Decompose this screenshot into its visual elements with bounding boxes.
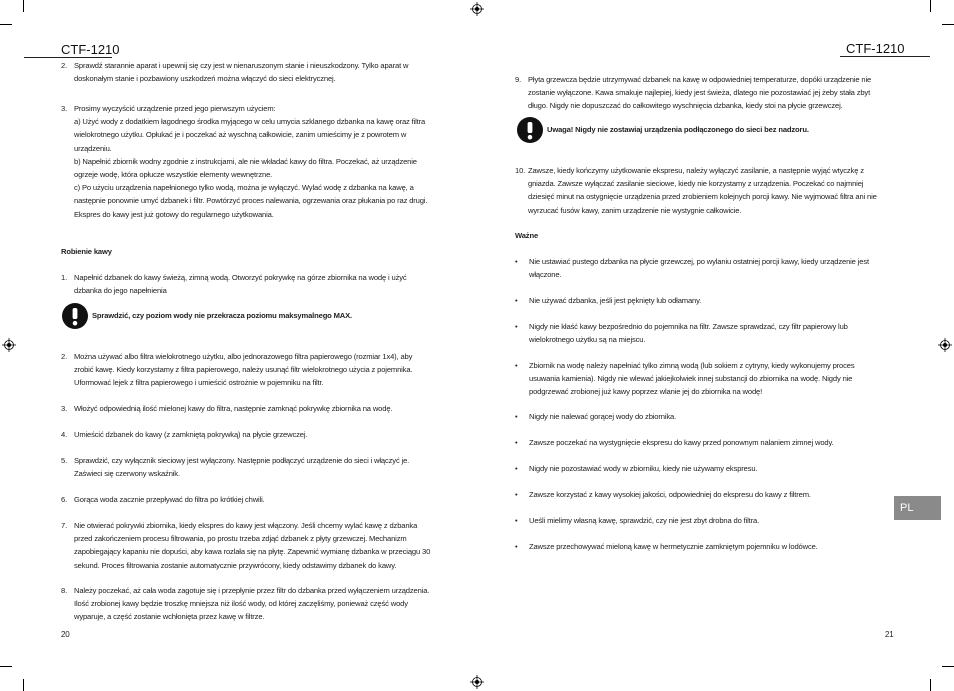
bullet-icon: • [515, 516, 518, 525]
item-text: Umieścić dzbanek do kawy (z zamkniętą pokrywką) na płycie grzewczej. [74, 430, 308, 439]
list-item [515, 164, 897, 217]
page-number: 21 [885, 630, 894, 639]
item-text: Nie używać dzbanka, jeśli jest pęknięty lub odłamany. [529, 296, 702, 305]
list-item [61, 493, 446, 506]
list-item [61, 350, 446, 390]
list-item [61, 271, 446, 297]
list-item [61, 102, 446, 221]
item-text: Zawsze przechowywać mieloną kawę w hermetycznie zamkniętym pojemniku w lodówce. [529, 542, 818, 551]
item-text: Zawsze korzystać z kawy wysokiej jakości, odpowiedniej do ekspresu do kawy z filtrem. [529, 490, 811, 499]
language-tab: PL [894, 496, 941, 520]
list-item [515, 462, 897, 475]
bullet-icon: • [515, 296, 518, 305]
bullet-icon: • [515, 490, 518, 499]
list-item [515, 294, 897, 307]
item-number: 7. [61, 521, 68, 530]
list-item [61, 519, 446, 572]
bullet-icon: • [515, 542, 518, 551]
item-text: Sprawdź starannie aparat i upewnij się czy jest w nienaruszonym stanie i nieuszkodzony. Tylko aparat w doskonałym stanie i pozbawiony uszkodzeń można włączyć do sieci elektrycznej. [74, 61, 409, 84]
list-item [61, 454, 446, 480]
item-text: Prosimy wyczyścić urządzenie przed jego pierwszym użyciem: a) Użyć wody z dodatkiem łagodnego środka myjącego w celu umycia szklanego dzbanka na kawę oraz filtra wielokrotnego użytku. Opłukać je i poczekać aż wyschną całkowicie, zanim umieścimy je z powrotem w urządzeniu. b) Napełnić zbiornik wodny zgodnie z instrukcjami, ale nie wkładać kawy do filtra. Poczekać, aż urządzenie ogrzeje wodę, która opłucze wszystkie elementy wewnętrzne. c) Po użyciu urządzenia napełnionego tylko wodą, można je wyłączyć. Wylać wodę z dzbanka na kawę, a następnie ponownie umyć dzbanek i filtr. Powtórzyć proces nalewania, ogrzewania oraz płukania po raz drugi. Ekspres do kawy jest już gotowy do regularnego użytkowania. [74, 104, 428, 219]
bullet-icon: • [515, 361, 518, 370]
item-text: Nie ustawiać pustego dzbanka na płycie grzewczej, po wylaniu ostatniej porcji kawy, kiedy urządzenie jest włączone. [529, 257, 869, 280]
item-number: 1. [61, 273, 68, 282]
list-item [515, 255, 897, 281]
right-page [477, 0, 954, 691]
item-number: 3. [61, 104, 68, 113]
item-number: 6. [61, 495, 68, 504]
list-item [515, 436, 897, 449]
list-item [61, 428, 446, 441]
warning-note [62, 303, 442, 329]
list-item [515, 514, 897, 527]
bullet-icon: • [515, 464, 518, 473]
section-heading: Ważne [515, 231, 539, 240]
list-item [515, 320, 897, 346]
item-text: Zbiornik na wodę należy napełniać tylko zimną wodą (lub sokiem z cytryny, kiedy wykonujemy proces usuwania kamienia). Nigdy nie wlewać jakiejkolwiek innej substancji do zbiornika na wodę. Nigdy nie podgrzewać zrobionej już kawy poprzez wlanie jej do zbiornika na wodę! [529, 361, 855, 397]
exclamation-warning-icon [517, 117, 543, 143]
item-number: 4. [61, 430, 68, 439]
item-number: 3. [61, 404, 68, 413]
bullet-icon: • [515, 412, 518, 421]
item-text: Nigdy nie kłaść kawy bezpośrednio do pojemnika na filtr. Zawsze sprawdzać, czy filtr papierowy lub wielokrotnego użytku są na miejscu. [529, 322, 848, 345]
list-item [61, 59, 446, 85]
warning-text: Sprawdzić, czy poziom wody nie przekracza poziomu maksymalnego MAX. [92, 311, 353, 321]
warning-text: Uwaga! Nigdy nie zostawiaj urządzenia podłączonego do sieci bez nadzoru. [547, 125, 809, 135]
model-header-right: CTF-1210 [846, 41, 905, 56]
item-text: Gorąca woda zacznie przepływać do filtra po krótkiej chwili. [74, 495, 265, 504]
list-item [61, 402, 446, 415]
item-text: Zawsze, kiedy kończymy użytkowanie ekspresu, należy wyłączyć zasilanie, a następnie wyjąć wtyczkę z gniazda. Zawsze wyłączać zasilanie sieciowe, kiedy nie korzystamy z urządzenia. Poczekać co najmniej dziesięć minut na ostygnięcie urządzenia przed zrobieniem kolejnych porcji kawy. Nie wyjmować filtra ani nie wyrzucać fusów kawy, zanim urządzenie nie wystygnie całkowicie. [528, 166, 877, 215]
item-text: Płyta grzewcza będzie utrzymywać dzbanek na kawę w odpowiedniej temperaturze, dopóki urządzenie nie zostanie wyłączone. Kawa smakuje najlepiej, kiedy jest świeża, dlatego nie pozostawiać jej żeby stała zbyt długo. Nigdy nie dopuszczać do całkowitego wyschnięcia dzbanka, kiedy stoi na płycie grzewczej. [528, 75, 872, 111]
list-item [515, 488, 897, 501]
item-number: 9. [515, 75, 522, 84]
item-number: 10. [515, 166, 526, 175]
list-item [515, 73, 895, 113]
item-text: Należy poczekać, aż cała woda zagotuje się i przepłynie przez filtr do dzbanka przed wyłączeniem urządzenia. Ilość zrobionej kawy będzie troszkę mniejsza niż ilość wody, od której zaczęliśmy, ponieważ część wody wyparuje, a część zostanie wchłonięta przez kawę w filtrze. [74, 586, 430, 622]
item-text: Nie otwierać pokrywki zbiornika, kiedy ekspres do kawy jest włączony. Jeśli chcemy wylać kawę z dzbanka przed zakończeniem procesu filtrowania, po prostu trzeba zdjąć dzbanek z płyty grzewczej. Mechanizm zapobiegający kapaniu nie dopuści, aby kawa rozlała się na płytę. Zapewnić wymianę dzbanka w przeciągu 30 sekund. Proces filtrowania zostanie automatycznie przywrócony, kiedy odstawimy dzbanek do kawy. [74, 521, 431, 570]
list-item [515, 359, 897, 399]
item-text: Ueśli mielimy własną kawę, sprawdzić, czy nie jest zbyt drobna do filtra. [529, 516, 760, 525]
item-text: Zawsze poczekać na wystygnięcie ekspresu do kawy przed ponownym nalaniem zimnej wody. [529, 438, 834, 447]
item-number: 2. [61, 61, 68, 70]
bullet-icon: • [515, 257, 518, 266]
item-number: 2. [61, 352, 68, 361]
list-item [515, 410, 897, 423]
page-number: 20 [61, 630, 70, 639]
item-number: 5. [61, 456, 68, 465]
item-text: Włożyć odpowiednią ilość mielonej kawy do filtra, następnie zamknąć pokrywkę zbiornika na wodę. [74, 404, 393, 413]
bullet-icon: • [515, 322, 518, 331]
item-text: Można używać albo filtra wielokrotnego użytku, albo jednorazowego filtra papierowego (rozmiar 1x4), aby zrobić kawę. Kiedy korzystamy z filtra papierowego, należy usunąć filtr wielokrotnego użycia z pojemnika. Uformować lejek z filtra papierowego i umieścić ostrożnie w pojemniku na filtr. [74, 352, 413, 388]
item-text: Nigdy nie pozostawiać wody w zbiorniku, kiedy nie używamy ekspresu. [529, 464, 758, 473]
item-text: Sprawdzić, czy wyłącznik sieciowy jest wyłączony. Następnie podłączyć urządzenie do sieci i włączyć je. Zaświeci się czerwony wskaźnik. [74, 456, 410, 479]
section-heading: Robienie kawy [61, 247, 112, 256]
item-number: 8. [61, 586, 68, 595]
warning-note [517, 117, 897, 143]
exclamation-warning-icon [62, 303, 88, 329]
list-item [61, 584, 446, 624]
item-text: Nigdy nie nalewać gorącej wody do zbiornika. [529, 412, 677, 421]
model-header-left: CTF-1210 [61, 42, 120, 57]
item-text: Napełnić dzbanek do kawy świeżą, zimną wodą. Otworzyć pokrywkę na górze zbiornika na wodę i użyć dzbanka do jego napełnienia [74, 273, 407, 296]
bullet-icon: • [515, 438, 518, 447]
list-item [515, 540, 897, 553]
